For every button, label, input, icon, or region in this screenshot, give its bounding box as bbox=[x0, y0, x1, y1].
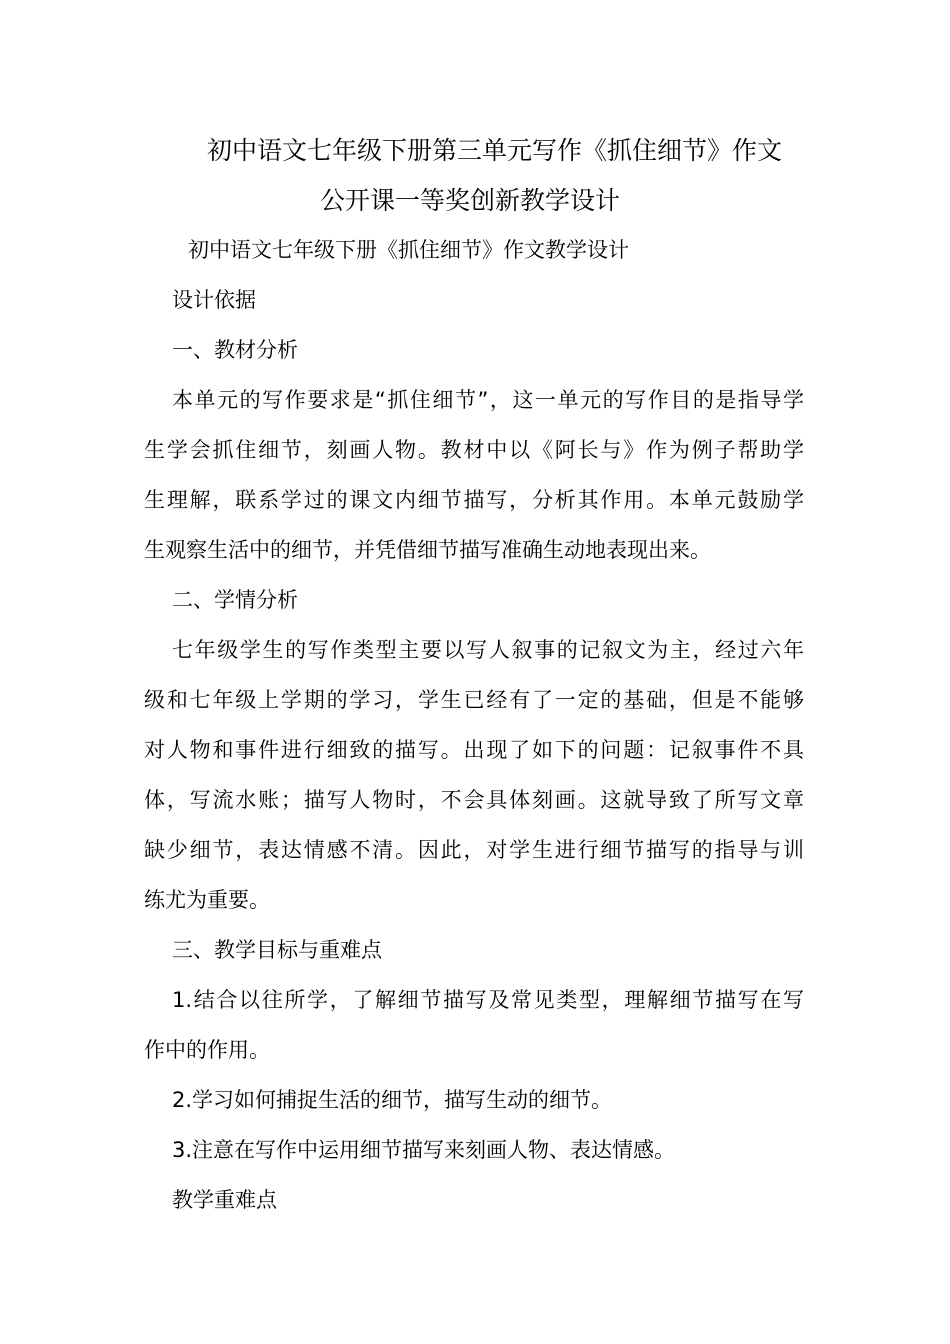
document-subtitle: 初中语文七年级下册《抓住细节》作文教学设计 bbox=[188, 238, 629, 262]
section-3-heading: 三、教学目标与重难点 bbox=[172, 938, 382, 962]
goal-2: 2.学习如何捕捉生活的细节，描写生动的细节。 bbox=[172, 1088, 613, 1112]
section-2-paragraph-line: 体，写流水账；描写人物时，不会具体刻画。这就导致了所写文章 bbox=[144, 788, 804, 812]
section-1-paragraph-line: 生观察生活中的细节，并凭借细节描写准确生动地表现出来。 bbox=[144, 538, 711, 562]
document-title-line-2: 公开课一等奖创新教学设计 bbox=[320, 186, 621, 215]
section-2-paragraph-line: 对人物和事件进行细致的描写。出现了如下的问题：记叙事件不具 bbox=[144, 738, 804, 762]
section-2-paragraph-line: 级和七年级上学期的学习，学生已经有了一定的基础，但是不能够 bbox=[144, 688, 804, 712]
section-2-paragraph-line: 缺少细节，表达情感不清。因此，对学生进行细节描写的指导与训 bbox=[144, 838, 804, 862]
section-2-paragraph-line: 七年级学生的写作类型主要以写人叙事的记叙文为主，经过六年 bbox=[172, 638, 804, 662]
goal-1-line-1: 1.结合以往所学，了解细节描写及常见类型，理解细节描写在写 bbox=[172, 988, 804, 1012]
section-2-heading: 二、学情分析 bbox=[172, 588, 298, 612]
section-1-paragraph-line: 本单元的写作要求是“抓住细节”，这一单元的写作目的是指导学 bbox=[172, 388, 804, 412]
goal-1-line-2: 作中的作用。 bbox=[144, 1038, 270, 1062]
section-1-paragraph-line: 生学会抓住细节，刻画人物。教材中以《阿长与》作为例子帮助学 bbox=[144, 438, 804, 462]
goal-3: 3.注意在写作中运用细节描写来刻画人物、表达情感。 bbox=[172, 1138, 676, 1162]
document-title-line-1: 初中语文七年级下册第三单元写作《抓住细节》作文 bbox=[207, 136, 783, 165]
section-1-paragraph-line: 生理解，联系学过的课文内细节描写，分析其作用。本单元鼓励学 bbox=[144, 488, 804, 512]
heading-design-basis: 设计依据 bbox=[172, 288, 256, 312]
section-2-paragraph-line: 练尤为重要。 bbox=[144, 888, 270, 912]
key-difficulties-heading: 教学重难点 bbox=[172, 1188, 277, 1212]
section-1-heading: 一、教材分析 bbox=[172, 338, 298, 362]
